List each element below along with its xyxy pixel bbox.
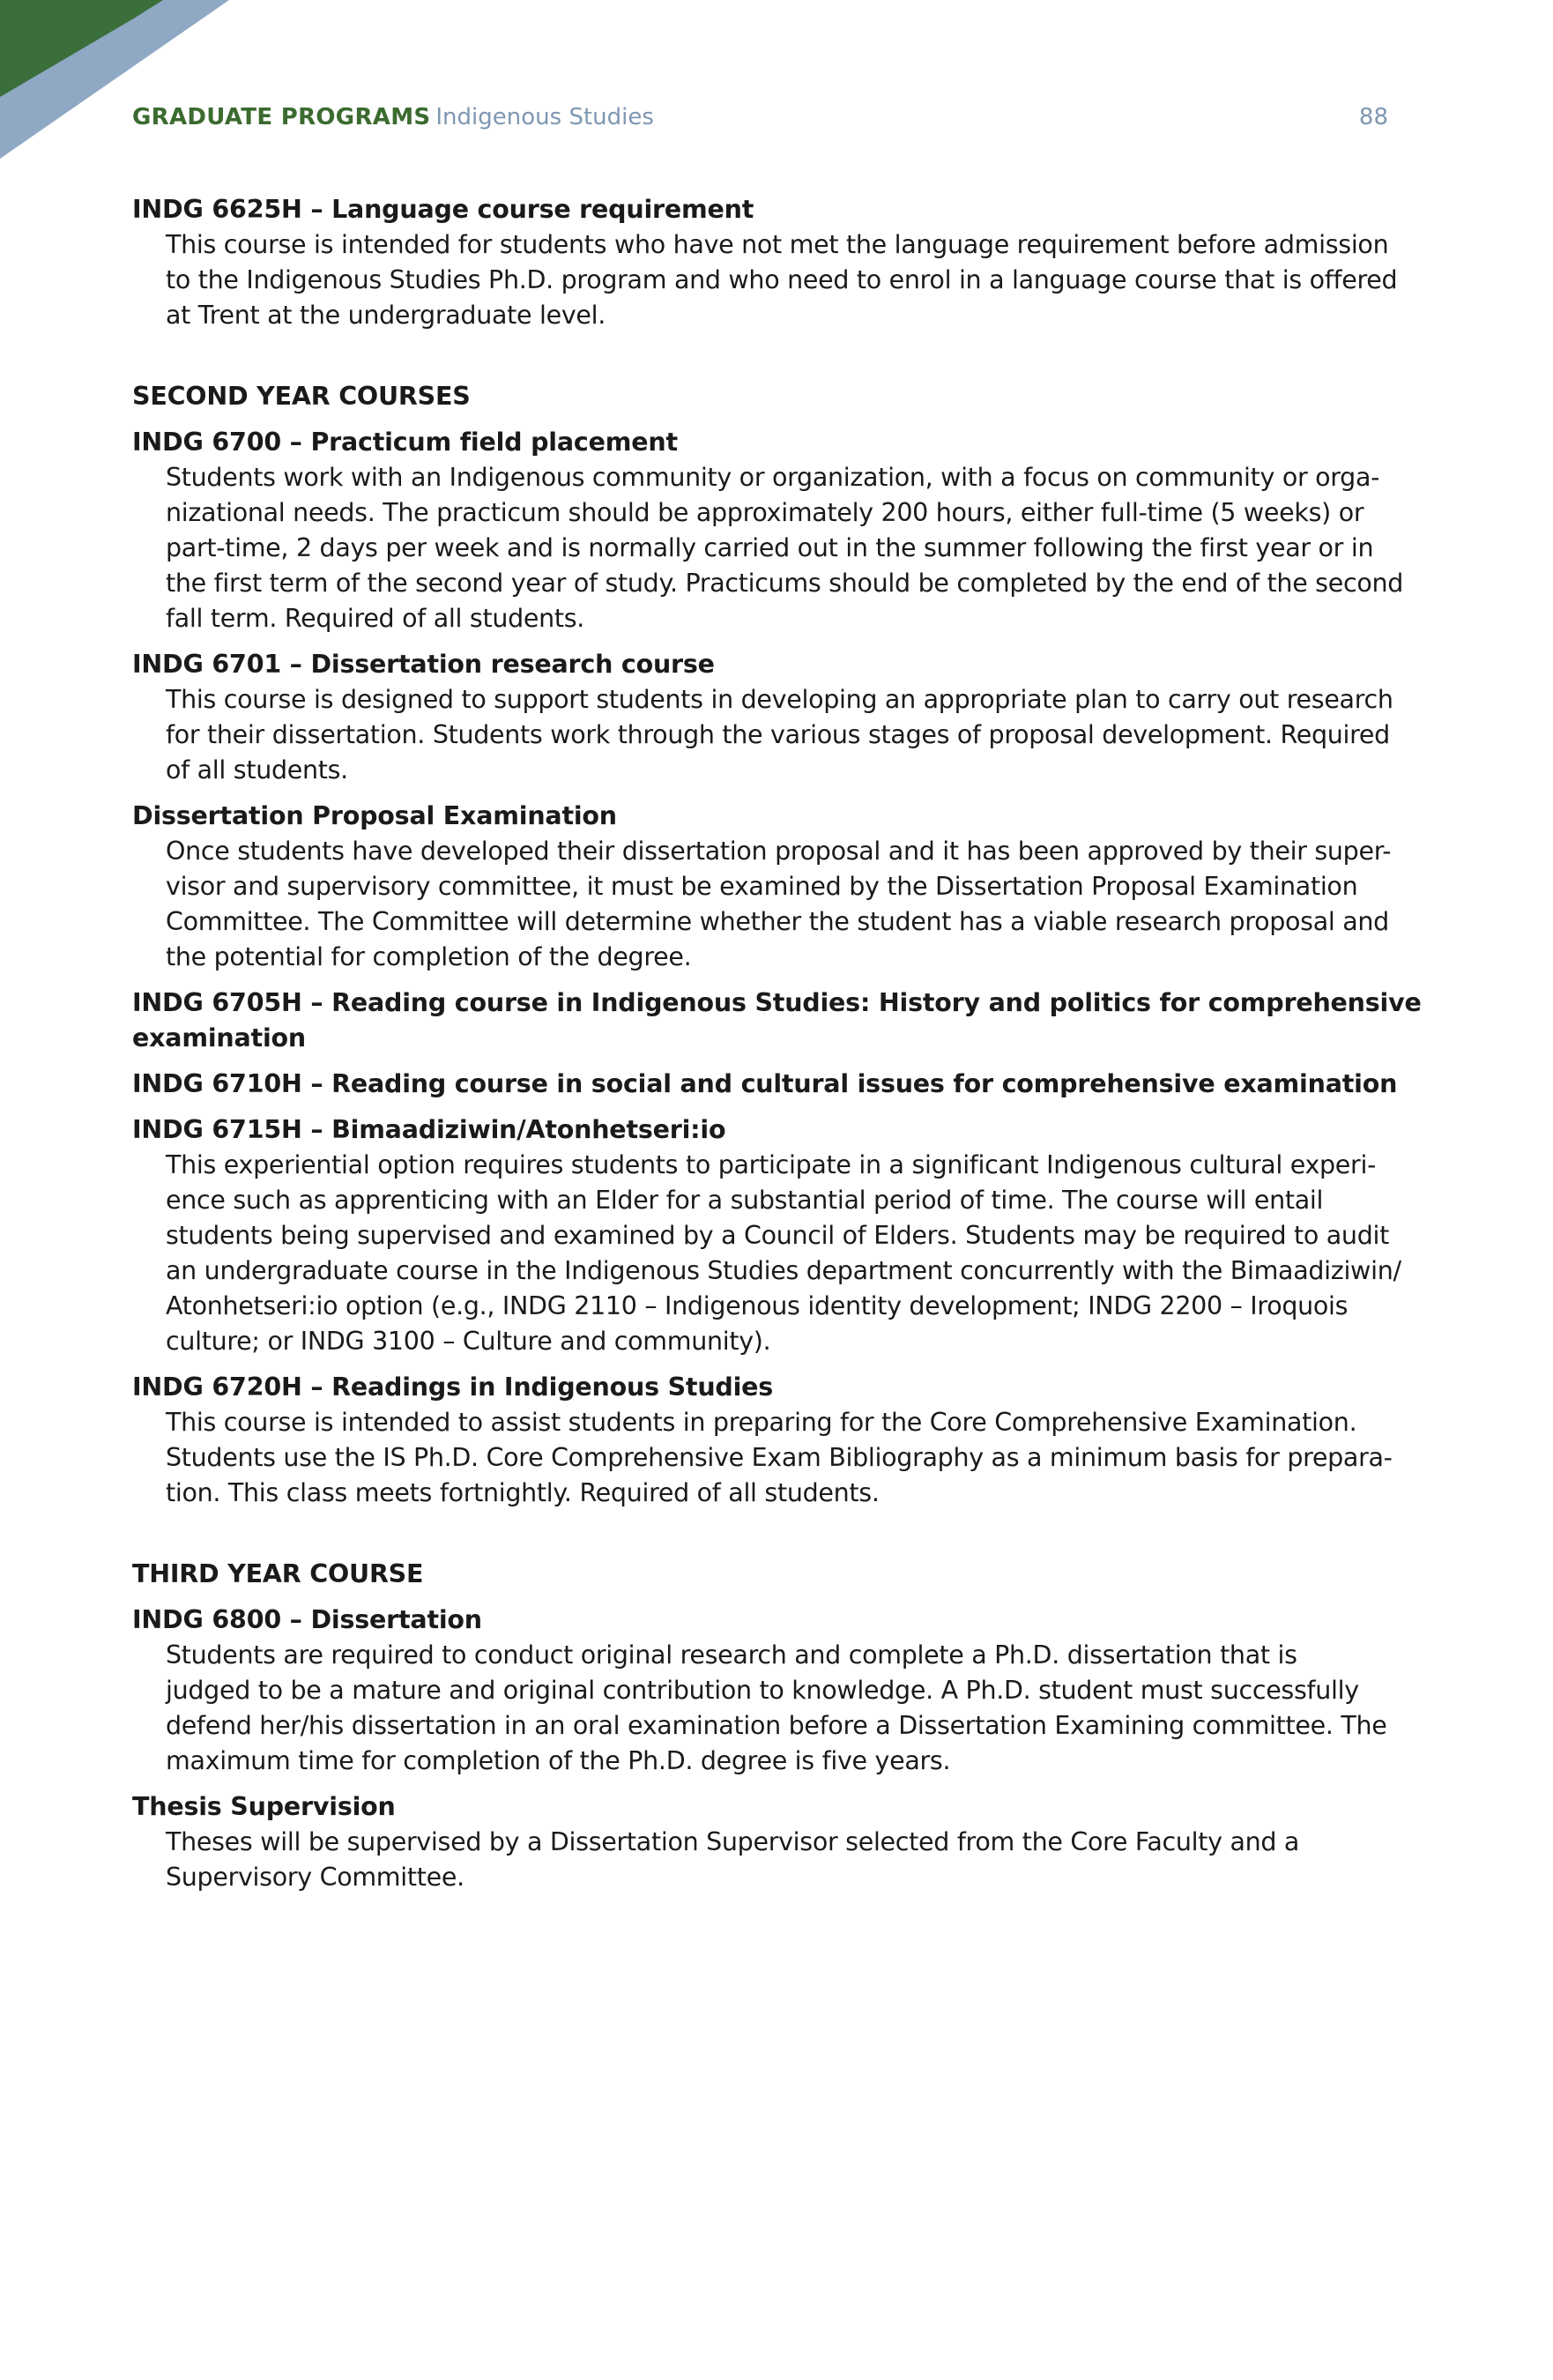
course-title: INDG 6715H – Bimaadiziwin/Atonhetseri:io: [132, 1115, 726, 1144]
desc-line: visor and supervisory committee, it must be examined by the Dissertation Proposal Examination: [166, 872, 1358, 901]
desc-line: Theses will be supervised by a Dissertation Supervisor selected from the Core Faculty and a: [166, 1827, 1300, 1856]
desc-line: This course is designed to support students in developing an appropriate plan to carry out research: [166, 685, 1393, 714]
course-description: [132, 1148, 1428, 1359]
section-heading-second-year: SECOND YEAR COURSES: [132, 382, 471, 411]
desc-line: Committee. The Committee will determine whether the student has a viable research proposal and: [166, 907, 1389, 936]
header-subtitle: Indigenous Studies: [435, 104, 654, 130]
course-indg-6625h: [132, 192, 1428, 333]
course-description: [132, 682, 1428, 788]
course-title: INDG 6710H – Reading course in social and cultural issues for comprehensive examination: [132, 1069, 1398, 1098]
desc-line: nizational needs. The practicum should be approximately 200 hours, either full-time (5 weeks) or: [166, 498, 1364, 527]
desc-line: at Trent at the undergraduate level.: [166, 301, 606, 330]
desc-line: the first term of the second year of study. Practicums should be completed by the end of the second: [166, 569, 1404, 598]
desc-line: This experiential option requires students to participate in a significant Indigenous cultural experi-: [166, 1150, 1377, 1179]
course-description: [132, 834, 1428, 975]
page-number: 88: [1358, 104, 1388, 130]
desc-line: judged to be a mature and original contribution to knowledge. A Ph.D. student must successfully: [166, 1676, 1359, 1705]
course-indg-6710h: [132, 1067, 1428, 1102]
header-program: GRADUATE PROGRAMS: [132, 104, 431, 130]
course-title: INDG 6625H – Language course requirement: [132, 195, 754, 224]
corner-decoration: [0, 0, 247, 167]
title-line: INDG 6705H – Reading course in Indigenous Studies: History and politics for comprehensive: [132, 988, 1422, 1017]
desc-line: Supervisory Committee.: [166, 1863, 464, 1892]
course-description: [132, 227, 1428, 333]
course-title: [132, 985, 1428, 1056]
section-heading-third-year: THIRD YEAR COURSE: [132, 1559, 424, 1588]
course-title: INDG 6720H – Readings in Indigenous Studies: [132, 1372, 774, 1402]
desc-line: of all students.: [166, 755, 348, 785]
desc-line: Students use the IS Ph.D. Core Comprehensive Exam Bibliography as a minimum basis for prepara-: [166, 1443, 1393, 1472]
course-indg-6800: [132, 1603, 1428, 1779]
course-title: Thesis Supervision: [132, 1792, 396, 1821]
desc-line: Students work with an Indigenous community or organization, with a focus on community or orga-: [166, 463, 1380, 492]
course-title: Dissertation Proposal Examination: [132, 801, 617, 830]
desc-line: defend her/his dissertation in an oral examination before a Dissertation Examining committee. The: [166, 1711, 1387, 1740]
desc-line: Atonhetseri:io option (e.g., INDG 2110 – Indigenous identity development; INDG 2200 – Iroquois: [166, 1291, 1349, 1320]
course-indg-6715h: [132, 1112, 1428, 1359]
desc-line: to the Indigenous Studies Ph.D. program and who need to enrol in a language course that is offered: [166, 265, 1398, 294]
desc-line: This course is intended to assist students in preparing for the Core Comprehensive Examination.: [166, 1408, 1357, 1437]
course-description: [132, 1825, 1428, 1895]
desc-line: maximum time for completion of the Ph.D. degree is five years.: [166, 1746, 951, 1775]
thesis-supervision: [132, 1789, 1428, 1895]
desc-line: Once students have developed their dissertation proposal and it has been approved by their super-: [166, 837, 1392, 866]
course-description: [132, 460, 1428, 636]
desc-line: tion. This class meets fortnightly. Required of all students.: [166, 1478, 880, 1507]
title-line: examination: [132, 1023, 306, 1052]
desc-line: ence such as apprenticing with an Elder for a substantial period of time. The course will entail: [166, 1186, 1324, 1215]
page-header: [132, 100, 1388, 135]
course-indg-6701: [132, 647, 1428, 788]
desc-line: Students are required to conduct original research and complete a Ph.D. dissertation that is: [166, 1640, 1297, 1670]
desc-line: part-time, 2 days per week and is normally carried out in the summer following the first year or in: [166, 533, 1374, 562]
course-indg-6700: [132, 425, 1428, 636]
course-title: INDG 6700 – Practicum field placement: [132, 428, 678, 457]
desc-line: the potential for completion of the degree.: [166, 942, 692, 971]
course-title: INDG 6701 – Dissertation research course: [132, 650, 715, 679]
course-description: [132, 1405, 1428, 1511]
course-title: INDG 6800 – Dissertation: [132, 1605, 482, 1634]
dissertation-proposal-examination: [132, 799, 1428, 975]
desc-line: This course is intended for students who have not met the language requirement before admission: [166, 230, 1389, 259]
desc-line: fall term. Required of all students.: [166, 604, 585, 633]
desc-line: students being supervised and examined by a Council of Elders. Students may be required to audit: [166, 1221, 1389, 1250]
course-indg-6720h: [132, 1370, 1428, 1511]
course-indg-6705h: [132, 985, 1428, 1056]
desc-line: culture; or INDG 3100 – Culture and community).: [166, 1327, 771, 1356]
course-description: [132, 1638, 1428, 1779]
page-content: [132, 192, 1428, 1906]
desc-line: for their dissertation. Students work through the various stages of proposal development. Required: [166, 720, 1390, 749]
desc-line: an undergraduate course in the Indigenous Studies department concurrently with the Bimaadiziwin/: [166, 1256, 1401, 1285]
